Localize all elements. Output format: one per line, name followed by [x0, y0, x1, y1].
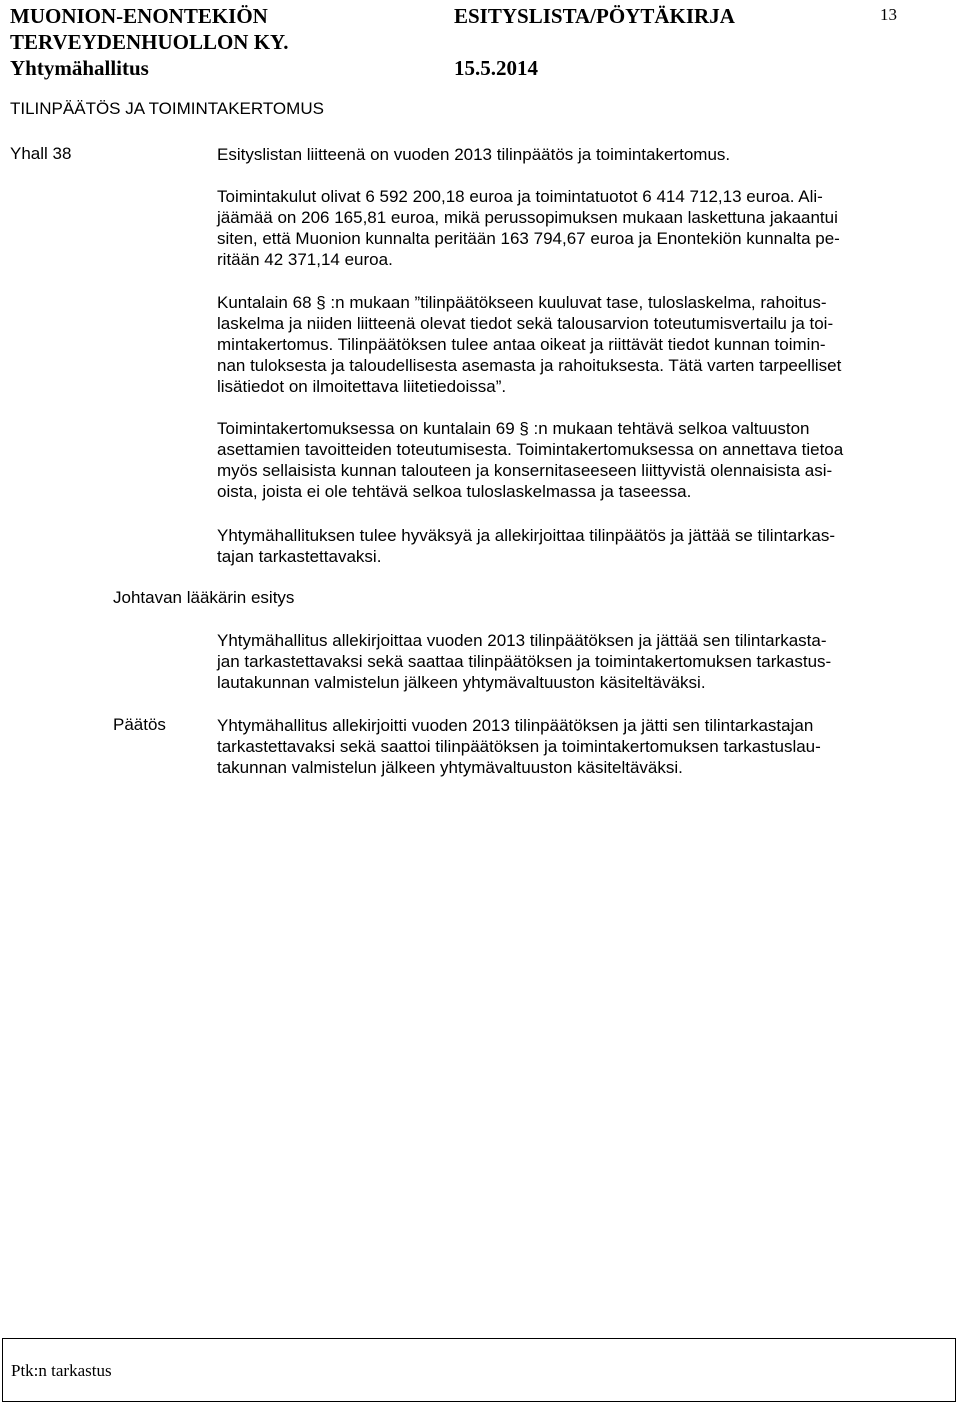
costs-paragraph [217, 186, 903, 270]
document-type: ESITYSLISTA/PÖYTÄKIRJA [454, 4, 735, 28]
municipal-act-69-paragraph [217, 418, 903, 502]
text-line: jan tarkastettavaksi sekä saattaa tilinpäätöksen ja toimintakertomuksen tarkastus- [217, 652, 832, 671]
text-line: asettamien tavoitteiden toteutumisesta. Toimintakertomuksessa on annettava tietoa [217, 440, 844, 459]
approval-paragraph [217, 525, 903, 567]
text-line: Toimintakulut olivat 6 592 200,18 euroa ja toimintatuotot 6 414 712,13 euroa. Ali- [217, 187, 823, 206]
decision-paragraph [217, 715, 903, 778]
text-line: Toimintakertomuksessa on kuntalain 69 § :n mukaan tehtävä selkoa valtuuston [217, 419, 810, 438]
review-footer-box [2, 1338, 956, 1402]
decision-label: Päätös [113, 715, 166, 734]
text-line: Yhtymähallitus allekirjoitti vuoden 2013 tilinpäätöksen ja jätti sen tilintarkastajan [217, 716, 814, 735]
text-line: Esityslistan liitteenä on vuoden 2013 tilinpäätös ja toimintakertomus. [217, 145, 731, 164]
text-line: nan tuloksesta ja taloudellisesta asemasta ja rahoituksesta. Tätä varten tarpeelliset [217, 356, 842, 375]
text-line: lautakunnan valmistelun jälkeen yhtymävaltuuston käsiteltäväksi. [217, 673, 706, 692]
meeting-date: 15.5.2014 [454, 56, 538, 80]
item-number: Yhall 38 [10, 144, 72, 163]
organization-name-line2: TERVEYDENHUOLLON KY. [10, 30, 289, 54]
intro-paragraph [217, 144, 903, 165]
proposal-label: Johtavan lääkärin esitys [113, 588, 295, 607]
text-line: mintakertomus. Tilinpäätöksen tulee antaa oikeat ja riittävät tiedot kunnan toimin- [217, 335, 826, 354]
meeting-body: Yhtymähallitus [10, 56, 149, 80]
text-line: Kuntalain 68 § :n mukaan ”tilinpäätökseen kuuluvat tase, tuloslaskelma, rahoitus- [217, 293, 827, 312]
text-line: tajan tarkastettavaksi. [217, 547, 382, 566]
text-line: takunnan valmistelun jälkeen yhtymävaltuuston käsiteltäväksi. [217, 758, 683, 777]
proposal-paragraph [217, 630, 903, 693]
review-label: Ptk:n tarkastus [11, 1361, 112, 1380]
section-title: TILINPÄÄTÖS JA TOIMINTAKERTOMUS [10, 99, 324, 118]
text-line: laskelma ja niiden liitteenä olevat tiedot sekä talousarvion toteutumisvertailu ja toi- [217, 314, 834, 333]
text-line: Yhtymähallituksen tulee hyväksyä ja allekirjoittaa tilinpäätös ja jättää se tilintarkas- [217, 526, 835, 545]
organization-name-line1: MUONION-ENONTEKIÖN [10, 4, 268, 28]
municipal-act-68-paragraph [217, 292, 903, 397]
text-line: oista, joista ei ole tehtävä selkoa tuloslaskelmassa ja taseessa. [217, 482, 692, 501]
text-line: jäämää on 206 165,81 euroa, mikä perussopimuksen mukaan laskettuna jakaantui [217, 208, 838, 227]
text-line: ritään 42 371,14 euroa. [217, 250, 393, 269]
text-line: tarkastettavaksi sekä saattoi tilinpäätöksen ja toimintakertomuksen tarkastuslau- [217, 737, 821, 756]
text-line: lisätiedot on ilmoitettava liitetiedoissa”. [217, 377, 507, 396]
text-line: siten, että Muonion kunnalta peritään 163 794,67 euroa ja Enontekiön kunnalta pe- [217, 229, 840, 248]
page-number: 13 [880, 5, 897, 24]
text-line: Yhtymähallitus allekirjoittaa vuoden 2013 tilinpäätöksen ja jättää sen tilintarkasta- [217, 631, 827, 650]
text-line: myös sellaisista kunnan talouteen ja konsernitaseeseen liittyvistä olennaisista asi- [217, 461, 833, 480]
